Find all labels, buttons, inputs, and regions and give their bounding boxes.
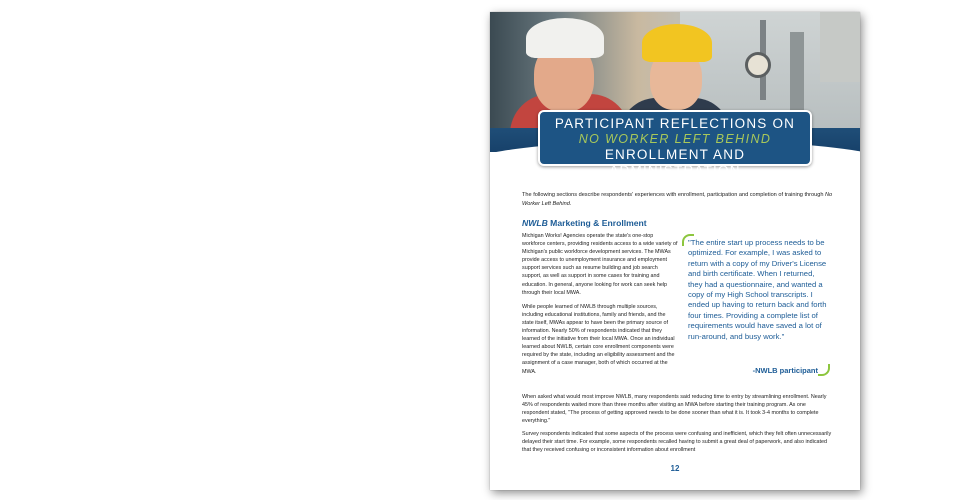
photo-pipe	[790, 32, 804, 122]
quote-attribution: -NWLB participant	[752, 366, 818, 375]
column-paragraph: While people learned of NWLB through multiple sources, including educational institutions, family and friends, and the state itself, MWAs appear to have been the primary source of information. Nearly 50% of respondents indicated that they learned of the initiative from their local MWA. Once an individual learned about NWLB, certain core enrollment components were required by the state, including an eligibility assessment and the assignment of a case manager, both of which occurred at the MWA.	[522, 303, 675, 375]
title-line-2: NO WORKER LEFT BEHIND	[578, 132, 772, 146]
page-number: 12	[670, 464, 680, 473]
photo-gauge	[745, 52, 771, 78]
document-page	[490, 12, 860, 490]
column-paragraph: Michigan Works! Agencies operate the state's one-stop workforce centers, providing residents access to a wide variety of Michigan's public workforce development services. The MWAs provide access to unemployment insurance and employment support services such as resume building and job search support, as well as support in some cases for training and education. In general, anyone looking for work can seek help through their local MWA.	[522, 233, 678, 296]
page-title	[538, 110, 812, 178]
quote-text: "The entire start up process needs to be optimized. For example, I was asked to return with a copy of my Driver's License and birth certificate. When I returned, they had a questionnaire, and wanted a copy of my High School transcripts. I ended up having to return back and forth four times. Providing a complete list of requirements would have saved a lot of run-around, and busy work."	[688, 238, 827, 341]
worker-right-hardhat	[642, 24, 712, 62]
heading-acronym: NWLB	[522, 218, 548, 228]
intro-program-name: No Worker Left Behind	[522, 192, 833, 207]
section-heading	[522, 218, 647, 228]
worker-left-hardhat	[526, 18, 604, 58]
left-column	[522, 232, 678, 382]
intro-end: .	[569, 200, 572, 207]
photo-pipe	[820, 12, 860, 82]
heading-text: Marketing & Enrollment	[547, 218, 647, 228]
title-line-3: ENROLLMENT AND ADMINISTRATION	[604, 147, 746, 178]
body-paragraph: Survey respondents indicated that some aspects of the process were confusing and inefficient, which they felt often unnecessarily delayed their start time. For example, some respondents recalled having to submit a great deal of paperwork, and also indicated that they received confusing or inconsistent information about enrollment	[522, 431, 832, 454]
intro-paragraph	[522, 191, 834, 208]
pull-quote	[682, 234, 830, 376]
quote-bracket-icon	[818, 364, 830, 376]
body-paragraph: When asked what would most improve NWLB, many respondents said reducing time to entry by streamlining enrollment. Nearly 45% of respondents waited more than three months after visiting an MWA before starting their training program. As one respondent stated, "The process of getting approved needs to be done sooner than what it is. It took 3-4 months to complete everything."	[522, 394, 827, 425]
intro-text: The following sections describe respondents' experiences with enrollment, participation and completion of training through	[522, 192, 825, 198]
title-line-1: PARTICIPANT REFLECTIONS ON	[554, 116, 796, 131]
